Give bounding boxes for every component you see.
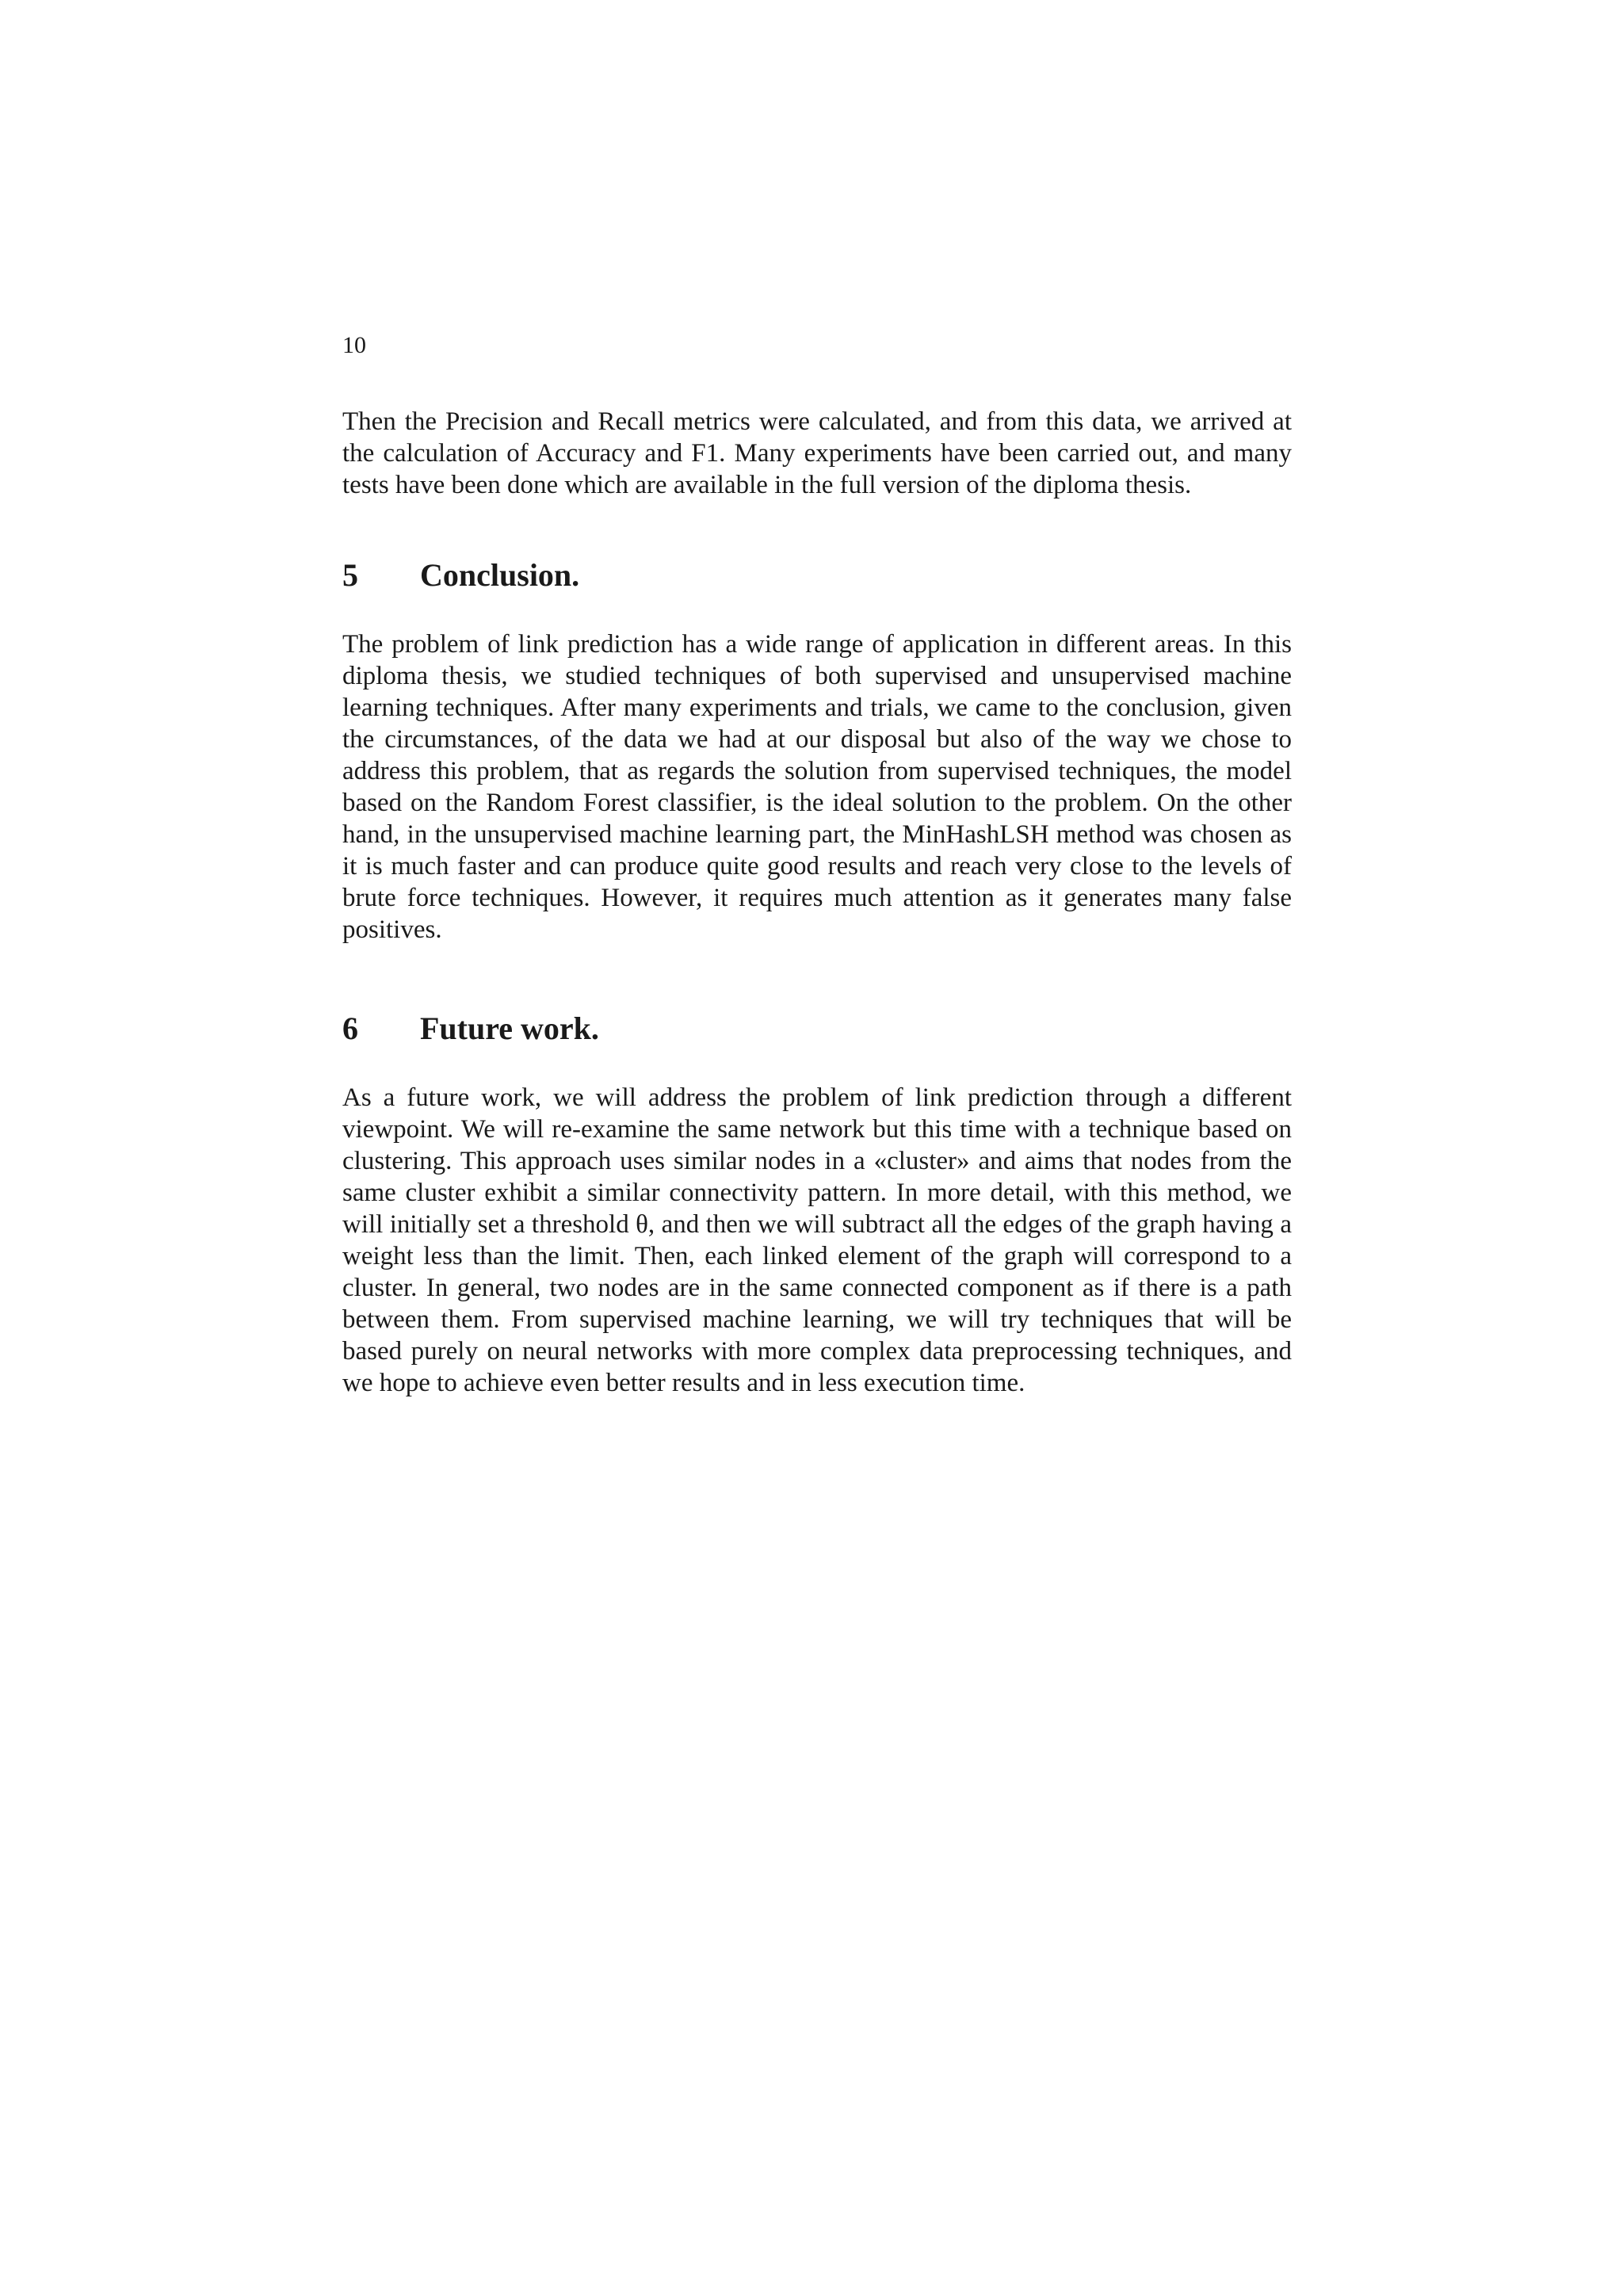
section-number: 6: [342, 1010, 358, 1046]
section-number: 5: [342, 557, 358, 593]
future-work-paragraph: As a future work, we will address the problem of link prediction through a different viewpoint. We will re-examine the same network but this time with a technique based on clustering. This approach uses similar nodes in a «cluster» and aims that nodes from the same cluster exhibit a similar connectivity pattern. In more detail, with this method, we will initially set a threshold θ, and then we will subtract all the edges of the graph having a weight less than the limit. Then, each linked element of the graph will correspond to a cluster. In general, two nodes are in the same connected component as if there is a path between them. From supervised machine learning, we will try techniques that will be based purely on neural networks with more complex data preprocessing techniques, and we hope to achieve even better results and in less execution time.: [342, 1083, 1292, 1397]
section-heading-future-work: [342, 1010, 599, 1048]
section-title: Future work.: [420, 1010, 599, 1046]
section-heading-conclusion: [342, 556, 579, 594]
conclusion-paragraph: The problem of link prediction has a wide range of application in different areas. In this diploma thesis, we studied techniques of both supervised and unsupervised machine learning techniques. After many experiments and trials, we came to the conclusion, given the circumstances, of the data we had at our disposal but also of the way we chose to address this problem, that as regards the solution from supervised techniques, the model based on the Random Forest classifier, is the ideal solution to the problem. On the other hand, in the unsupervised machine learning part, the MinHashLSH method was chosen as it is much faster and can produce quite good results and reach very close to the levels of brute force techniques. However, it requires much attention as it generates many false positives.: [342, 630, 1292, 944]
page-number: 10: [342, 332, 366, 358]
section-title: Conclusion.: [420, 557, 580, 593]
intro-paragraph: Then the Precision and Recall metrics were calculated, and from this data, we arrived at the calculation of Accuracy and F1. Many experiments have been carried out, and many tests have been done which are available in the full version of the diploma thesis.: [342, 407, 1292, 499]
